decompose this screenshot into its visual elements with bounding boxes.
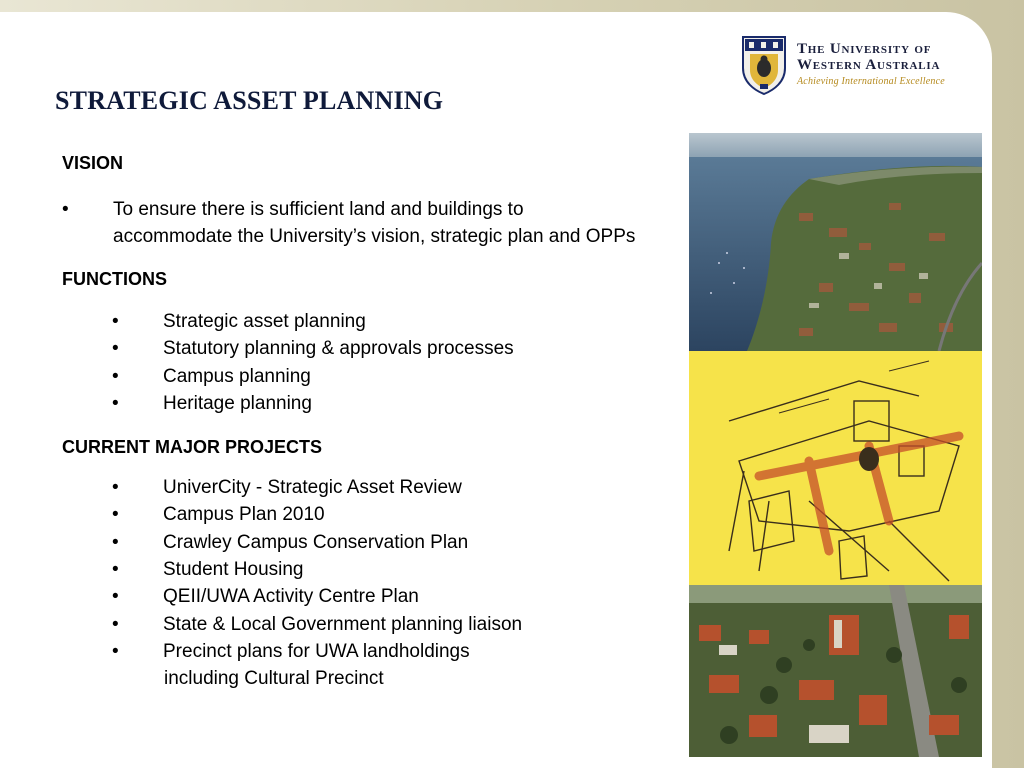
bullet-marker: • [112, 504, 119, 526]
functions-heading: FUNCTIONS [62, 269, 167, 289]
slide-title: STRATEGIC ASSET PLANNING [55, 86, 444, 115]
bullet-marker: • [112, 586, 119, 608]
bullet-marker: • [112, 311, 119, 332]
bullet-marker: • [112, 531, 119, 553]
list-item [62, 556, 662, 583]
function-item: Strategic asset planning [163, 311, 366, 332]
list-item [62, 308, 662, 335]
project-item: Campus Plan 2010 [163, 504, 325, 526]
project-item: Student Housing [163, 559, 304, 581]
project-item: Precinct plans for UWA landholdings [163, 640, 470, 662]
aerial-campus-photo [689, 585, 982, 757]
bullet-marker: • [112, 559, 119, 581]
slide-body [62, 152, 662, 692]
list-item [62, 583, 662, 610]
bullet-marker: • [112, 338, 119, 360]
function-item: Heritage planning [163, 392, 312, 414]
bullet-marker: • [62, 199, 69, 220]
function-item: Statutory planning & approvals processes [163, 338, 514, 360]
university-name-line-2: Western Australia [797, 57, 941, 73]
project-item: QEII/UWA Activity Centre Plan [163, 586, 419, 608]
bullet-marker: • [112, 477, 119, 499]
vision-bullet-item [62, 196, 662, 250]
list-item [62, 363, 662, 390]
vision-heading: VISION [62, 153, 124, 173]
function-item: Campus planning [163, 365, 311, 387]
list-item [62, 611, 662, 638]
project-item: UniverCity - Strategic Asset Review [163, 477, 462, 499]
list-item [62, 390, 662, 417]
bullet-marker: • [112, 640, 119, 662]
list-item [62, 335, 662, 362]
university-tagline: Achieving International Excellence [797, 76, 945, 87]
aerial-river-photo [689, 133, 982, 351]
project-item: State & Local Government planning liaison [163, 613, 523, 635]
uwa-crest-icon [740, 34, 788, 96]
list-item [62, 501, 662, 528]
projects-heading: CURRENT MAJOR PROJECTS [62, 437, 323, 458]
project-item-continuation: including Cultural Precinct [164, 668, 384, 690]
list-item [62, 529, 662, 556]
bullet-marker: • [112, 392, 119, 414]
list-item [62, 638, 662, 665]
bullet-marker: • [112, 365, 119, 387]
bullet-marker: • [112, 613, 119, 635]
photo-column [689, 133, 982, 757]
university-logo [740, 34, 960, 98]
campus-sketch-plan [689, 351, 982, 585]
list-item [62, 474, 662, 501]
projects-list [62, 474, 662, 665]
functions-list [62, 308, 662, 417]
project-item: Crawley Campus Conservation Plan [163, 531, 469, 553]
vision-text: To ensure there is sufficient land and buildings to accommodate the University’s vision, strategic plan and OPPs [113, 199, 636, 247]
university-name-line-1: The University of [797, 41, 932, 57]
